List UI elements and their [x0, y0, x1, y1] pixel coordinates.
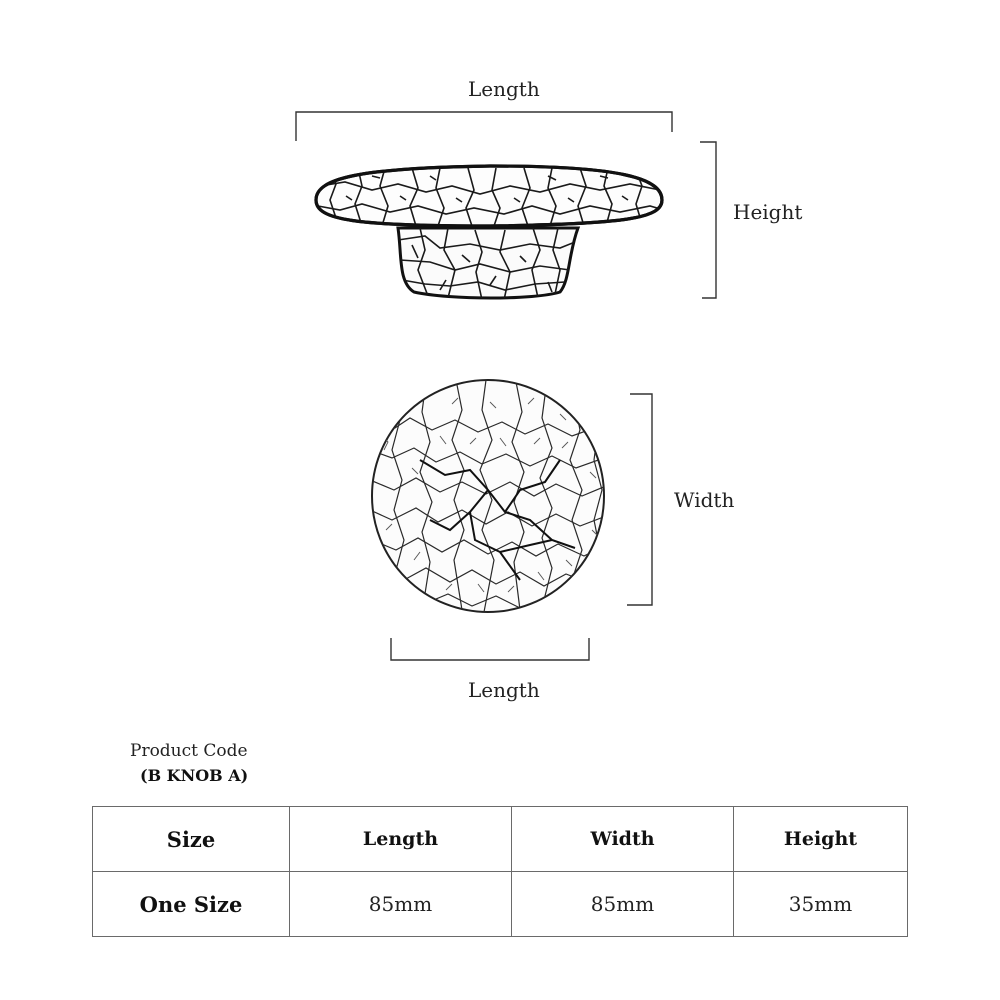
length-bracket-top: [296, 112, 672, 141]
spec-table-header-row: [93, 807, 908, 872]
spec-table: [92, 806, 908, 937]
side-view-length-label: Length: [468, 77, 540, 101]
side-view-height-label: Height: [733, 200, 803, 224]
knob-top-view: [370, 380, 606, 612]
top-view-width-label: Width: [674, 488, 735, 512]
cell-height: 35mm: [734, 872, 908, 937]
cell-length: 85mm: [290, 872, 512, 937]
header-width: Width: [512, 807, 734, 872]
header-height: Height: [734, 807, 908, 872]
product-code-value: (B KNOB A): [140, 766, 249, 785]
header-size: Size: [93, 807, 290, 872]
knob-side-view: [316, 166, 664, 300]
length-bracket-bottom: [391, 638, 589, 660]
height-bracket: [700, 142, 716, 298]
width-bracket: [627, 394, 652, 605]
cell-width: 85mm: [512, 872, 734, 937]
top-view-length-label: Length: [468, 678, 540, 702]
table-row: [93, 872, 908, 937]
header-length: Length: [290, 807, 512, 872]
product-code-label: Product Code: [130, 741, 248, 761]
cell-size: One Size: [93, 872, 290, 937]
